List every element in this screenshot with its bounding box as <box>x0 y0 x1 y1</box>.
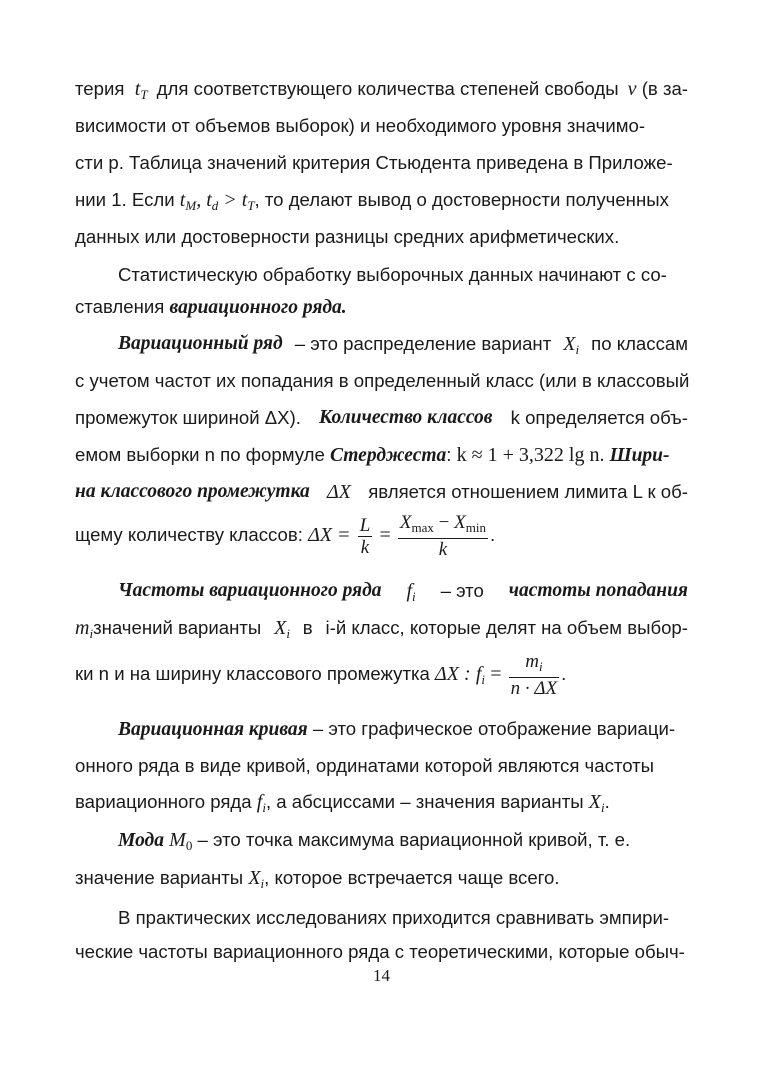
p3-line-2: с учетом частот их попадания в определенный класс (или в классовый <box>75 370 690 391</box>
p2-line-2: ставления вариационного ряда. <box>75 296 347 318</box>
p3-line-6: щему количеству классов: ΔX = $\frac{L}{k}$ = $\frac{X_{max} - X_{min}}{k}$ . <box>75 512 496 561</box>
p7-line-2: ческие частоты вариационного ряда с теоретическими, которые обыч- <box>75 941 685 962</box>
p1-line-4: нии 1. Если $t_M$, $t_d > t_T$, то делают вывод о достоверности полученных <box>75 189 669 213</box>
p1-line-2: висимости от объемов выборок) и необходимого уровня значимо- <box>75 115 646 136</box>
fraction-L-over-k: $\frac{L}{k}$ <box>359 514 371 558</box>
p4-line-1: Частоты вариационного ряда $f_i$ – это частоты попадания <box>118 580 688 604</box>
p3-line-4: емом выборки n по формуле Стерджеста: k ≈ 1 + 3,322 lg n. Шири- <box>75 444 670 466</box>
page-number: 14 <box>373 966 390 985</box>
p3-line-1: Вариационный ряд – это распределение вариант $X_i$ по классам <box>118 333 688 357</box>
p7-line-1: В практических исследованиях приходится сравнивать эмпири- <box>118 907 670 928</box>
p3-line-3: промежуток шириной ΔX). Количество классов k определяется объ- <box>75 407 688 428</box>
p1-line-3: сти p. Таблица значений критерия Стьюдента приведена в Приложе- <box>75 152 673 173</box>
fraction-range-over-k: $\frac{X_{max} - X_{min}}{k}$ <box>399 512 486 561</box>
p4-line-2: $m_iзначений$ варианты $X_i$ в i-й класс, которые делят на объем выбор- <box>75 617 688 641</box>
p1-line-5: данных или достоверности разницы средних арифметических. <box>75 226 620 247</box>
p6-line-2: значение варианты $X_i$, которое встречается чаще всего. <box>75 867 560 891</box>
p6-line-1: Мода $M_0$ – это точка максимума вариационной кривой, т. е. <box>118 829 631 853</box>
p1-line-1: терия $t_T$ для соответствующего количества степеней свободы v (в за- <box>75 78 688 102</box>
p3-line-5: на классового промежутка ΔX является отношением лимита L к об- <box>75 481 688 503</box>
fraction-m-over-n-dx: $\frac{m_i}{n \cdot \Delta X}$ <box>510 651 558 700</box>
sturges-formula: k ≈ 1 + 3,322 lg n. <box>456 444 605 466</box>
p5-line-3: вариационного ряда $f_i$, а абсциссами – значения варианты $X_i$. <box>75 791 610 815</box>
p5-line-2: онного ряда в виде кривой, ординатами которой являются частоты <box>75 755 655 776</box>
p4-line-3: ки n и на ширину классового промежутка ΔX : $f_i$ = $\frac{m_i}{n \cdot \Delta X}$ . <box>75 651 567 700</box>
p2-line-1: Статистическую обработку выборочных данных начинают с со- <box>118 264 667 285</box>
p5-line-1: Вариационная кривая – это графическое отображение вариаци- <box>118 718 676 740</box>
